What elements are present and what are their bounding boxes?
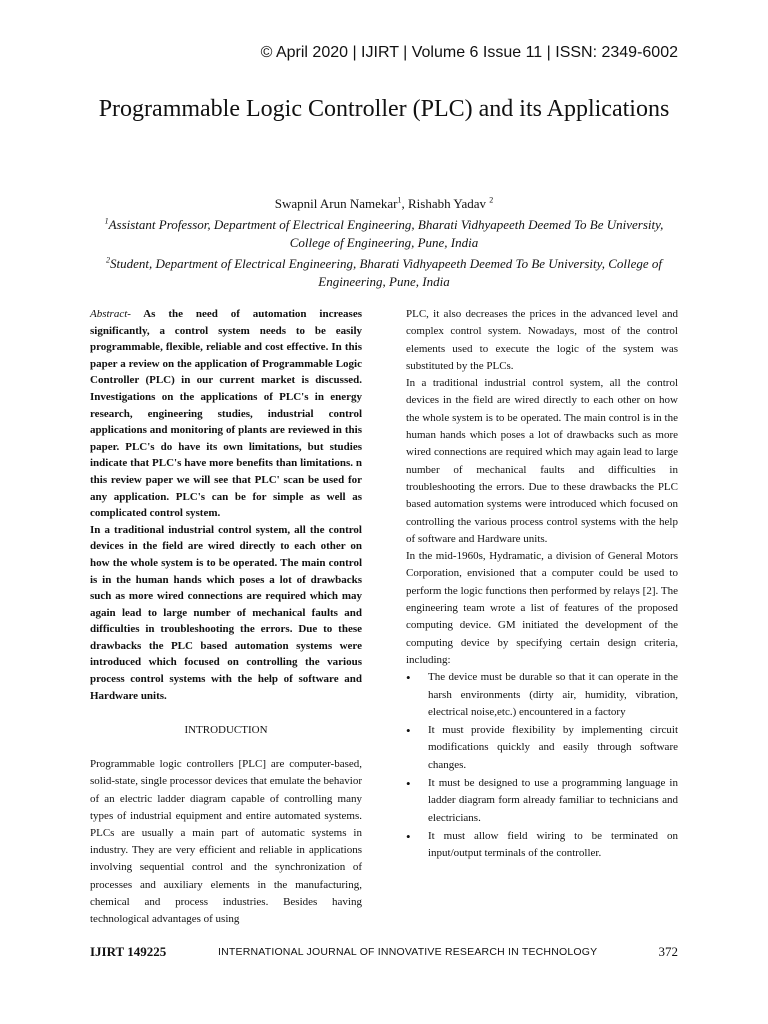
abstract — [90, 306, 362, 522]
author-affil-mark: 2 — [489, 195, 494, 205]
affiliation-text: Assistant Professor, Department of Electrical Engineering, Bharati Vidhyapeeth Deemed To Be University, College of Engineering, Pune, India — [108, 217, 664, 250]
author-affil-mark: 1 — [397, 195, 402, 205]
list-item-text: It must allow field wiring to be terminated on input/output terminals of the controller. — [428, 829, 678, 860]
list-item — [406, 722, 678, 774]
footer-page-number: 372 — [658, 944, 678, 959]
bullet-icon: • — [406, 670, 411, 686]
right-column — [406, 306, 678, 864]
left-column — [90, 306, 362, 928]
affiliation-2 — [90, 255, 678, 291]
body-paragraph: In a traditional industrial control system, all the control devices in the field are wired directly to each other on how the whole system is to be operated. The main control is in the human hands which poses a lot of drawbacks such as more wired connections are required which may again lead to large number of mechanical faults and difficulties in troubleshooting the errors. Due to these drawbacks the PLC based automation systems were introduced which focused on controlling the various process control systems with the help of software and Hardware units. — [406, 377, 678, 545]
author-line — [90, 196, 678, 212]
journal-header: © April 2020 | IJIRT | Volume 6 Issue 11 | ISSN: 2349-6002 — [260, 44, 678, 61]
footer-paper-id: IJIRT 149225 — [90, 944, 167, 959]
section-heading-introduction: INTRODUCTION — [184, 724, 268, 737]
affil-mark: 1 — [104, 216, 109, 226]
footer-journal-name: INTERNATIONAL JOURNAL OF INNOVATIVE RESEARCH IN TECHNOLOGY — [218, 946, 598, 958]
introduction-text: Programmable logic controllers [PLC] are computer-based, solid-state, single processor devices that emulate the behavior of an electric ladder diagram capable of controlling many types of industrial equipment and entire automated systems. PLCs are usually a main part of automatic systems in industry. They are very efficient and reliable in applications involving sequential control and the synchronization of processes and auxiliary elements in the manufacturing, chemical and process industries. Besides having technological advantages of using — [90, 758, 362, 926]
body-paragraph: In the mid-1960s, Hydramatic, a division of General Motors Corporation, envisioned that a computer could be used to perform the logic functions then performed by relays [2]. The engineering team wrote a list of features of the proposed computing device. GM initiated the development of the computing device by specifying certain design criteria, including: — [406, 550, 678, 666]
author-name: Rishabh Yadav — [408, 196, 490, 211]
list-item-text: The device must be durable so that it can operate in the harsh environments (dirty air, humidity, vibration, electrical noise,etc.) encountered in a factory — [428, 671, 678, 718]
list-item-text: It must be designed to use a programming language in ladder diagram form already familiar to technicians and electricians. — [428, 777, 678, 824]
list-item — [406, 775, 678, 827]
bullet-icon: • — [406, 723, 411, 739]
list-item — [406, 669, 678, 721]
list-item-text: It must provide flexibility by implementing circuit modifications quickly and easily through software changes. — [428, 724, 678, 771]
abstract-text: As the need of automation increases significantly, a control system needs to be easily programmable, flexible, reliable and cost effective. In this paper a review on the application of Programmable Logic Controller (PLC) in our current market is discussed. Investigations on the applications of PLC's in energy research, engineering studies, industrial control applications and monitoring of plants are reviewed in this paper. PLC's do have its own limitations, but studies indicate that PLC's have more benefits than limitations. n this review paper we will see that PLC' scan be used for any application. PLC's can be for simple as well as complicated control system. — [90, 308, 362, 520]
abstract-paragraph-2: In a traditional industrial control system, all the control devices in the field are wired directly to each other on how the whole system is to be operated. The main control is in the human hands which poses a lot of drawbacks such as more wired connections are required which may again lead to large number of mechanical faults and difficulties in troubleshooting the errors. Due to these drawbacks the PLC based automation systems were introduced which focused on controlling the various process control systems with the help of software and Hardware units. — [90, 523, 362, 702]
criteria-list — [406, 669, 678, 862]
paper-title: Programmable Logic Controller (PLC) and its Applications — [98, 96, 670, 122]
list-item — [406, 828, 678, 863]
body-paragraph: PLC, it also decreases the prices in the advanced level and complex control system. Nowadays, most of the control elements used to execute the logic of the system was substituted by the PLCs. — [406, 308, 678, 372]
affiliation-1 — [90, 216, 678, 252]
abstract-label: Abstract- — [90, 308, 131, 320]
affiliation-text: Student, Department of Electrical Engineering, Bharati Vidhyapeeth Deemed To Be University, College of Engineering, Pune, India — [109, 256, 663, 289]
author-separator: , — [401, 196, 408, 211]
affil-mark: 2 — [105, 255, 110, 265]
bullet-icon: • — [406, 828, 411, 844]
bullet-icon: • — [406, 776, 411, 792]
author-name: Swapnil Arun Namekar — [274, 196, 398, 211]
